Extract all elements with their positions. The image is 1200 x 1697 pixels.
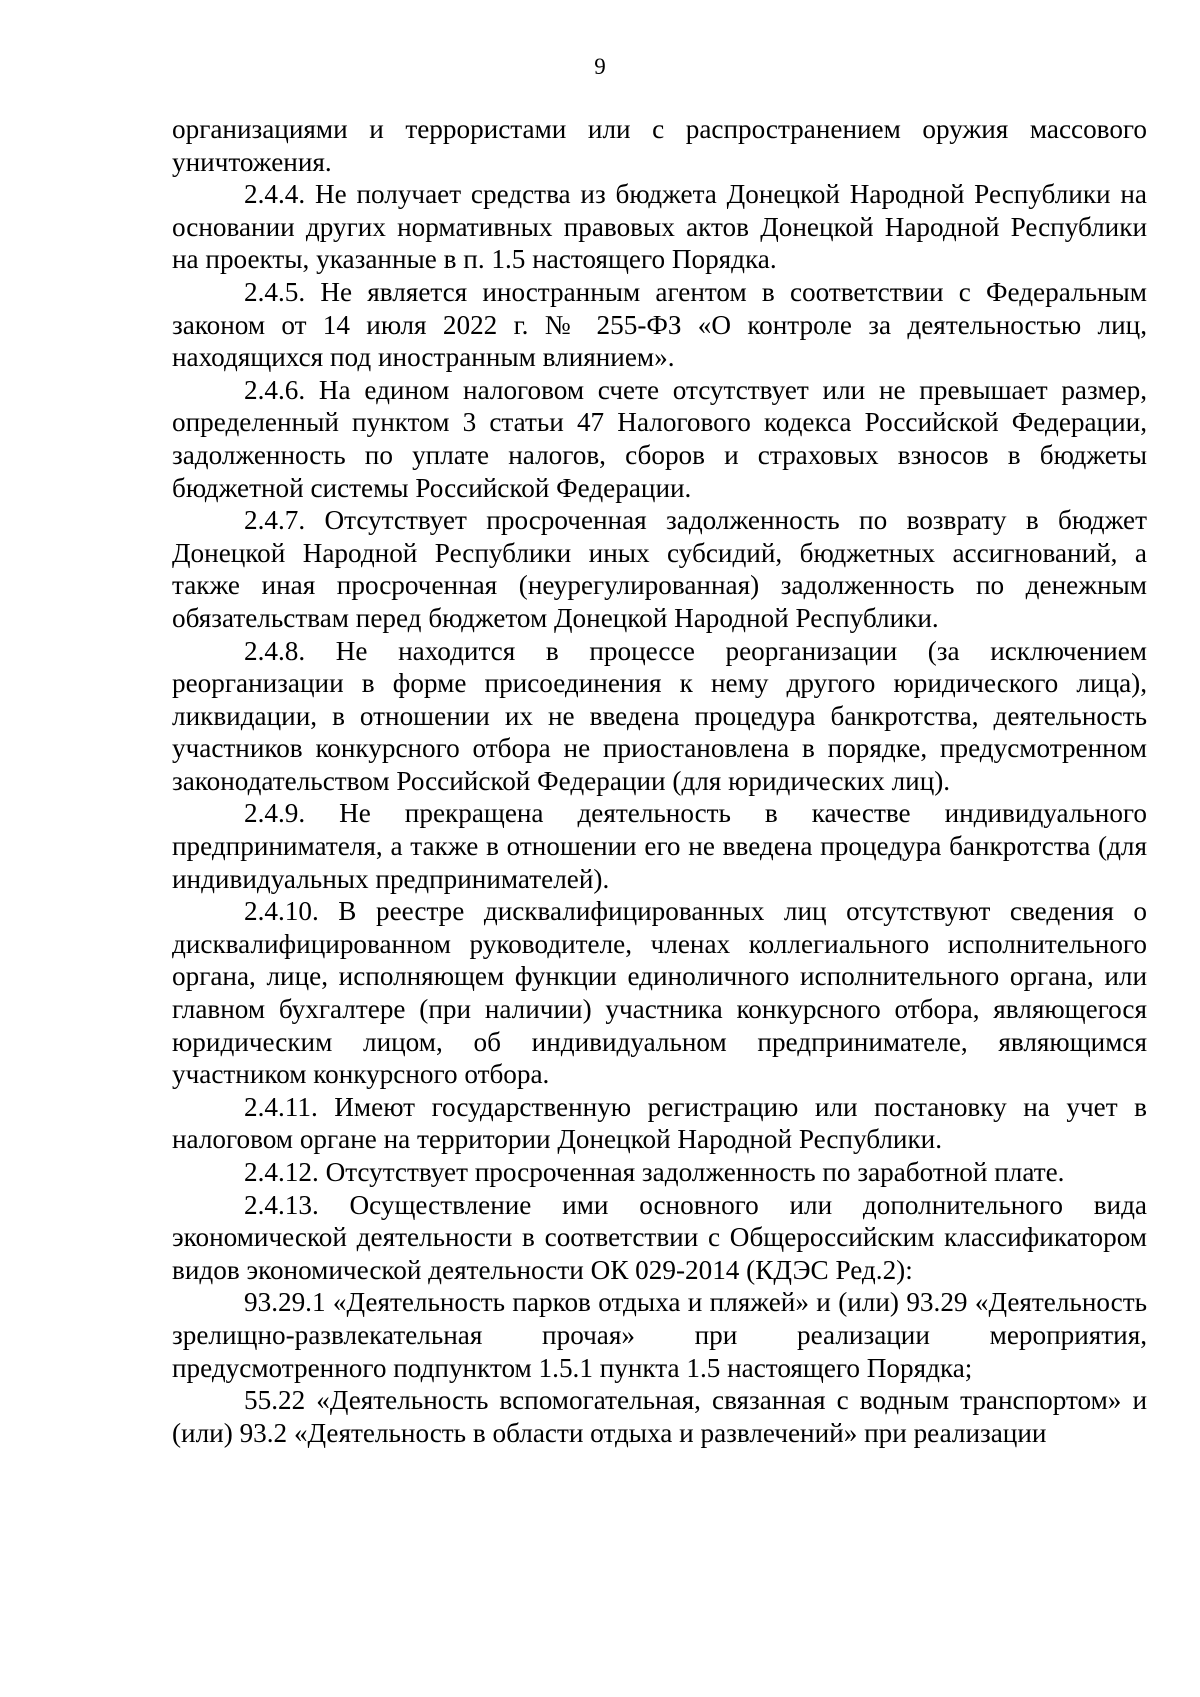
paragraph-2-4-6: 2.4.6. На едином налоговом счете отсутствует или не превышает размер, определенный пунктом 3 статьи 47 Налогового кодекса Российской Федерации, задолженность по уплате налогов, сборов и страховых взносов в бюджеты бюджетной системы Российской Федерации. (172, 374, 1147, 503)
paragraph-2-4-5: 2.4.5. Не является иностранным агентом в соответствии с Федеральным законом от 14 июля 2022 г. № 255-ФЗ «О контроле за деятельностью лиц, находящихся под иностранным влиянием». (172, 276, 1147, 373)
paragraph-2-4-4: 2.4.4. Не получает средства из бюджета Донецкой Народной Республики на основании других нормативных правовых актов Донецкой Народной Республики на проекты, указанные в п. 1.5 настоящего Порядка. (172, 179, 1147, 275)
document-body (172, 113, 1147, 1449)
page-number: 9 (594, 54, 606, 79)
paragraph-2-4-12: 2.4.12. Отсутствует просроченная задолженность по заработной плате. (244, 1157, 1065, 1187)
paragraph-2-4-7: 2.4.7. Отсутствует просроченная задолженность по возврату в бюджет Донецкой Народной Республики иных субсидий, бюджетных ассигнований, а также иная просроченная (неурегулированная) задолженность по денежным обязательствам перед бюджетом Донецкой Народной Республики. (172, 505, 1147, 633)
paragraph-2-4-9: 2.4.9. Не прекращена деятельность в качестве индивидуального предпринимателя, а также в отношении его не введена процедура банкротства (для индивидуальных предпринимателей). (172, 798, 1147, 894)
paragraph-2-4-10: 2.4.10. В реестре дисквалифицированных лиц отсутствуют сведения о дисквалифицированном руководителе, членах коллегиального исполнительного органа, лице, исполняющем функции единоличного исполнительного органа, или главном бухгалтере (при наличии) участника конкурсного отбора, являющегося юридическим лицом, об индивидуальном предпринимателе, являющимся участником конкурсного отбора. (172, 896, 1147, 1090)
paragraph-continuation: организациями и террористами или с распространением оружия массового уничтожения. (172, 114, 1147, 177)
paragraph-2-4-8: 2.4.8. Не находится в процессе реорганизации (за исключением реорганизации в форме присоединения к нему другого юридического лица), ликвидации, в отношении их не введена процедура банкротства, деятельность участников конкурсного отбора не приостановлена в порядке, предусмотренном законодательством Российской Федерации (для юридических лиц). (172, 635, 1147, 796)
paragraph-2-4-13: 2.4.13. Осуществление ими основного или дополнительного вида экономической деятельности в соответствии с Общероссийским классификатором видов экономической деятельности ОК 029-2014 (КДЭС Ред.2): (172, 1189, 1147, 1285)
paragraph-2-4-11: 2.4.11. Имеют государственную регистрацию или постановку на учет в налоговом органе на территории Донецкой Народной Республики. (172, 1091, 1147, 1155)
paragraph-okved-55: 55.22 «Деятельность вспомогательная, связанная с водным транспортом» и (или) 93.2 «Деятельность в области отдыха и развлечений» при реализации (172, 1385, 1147, 1448)
paragraph-okved-93: 93.29.1 «Деятельность парков отдыха и пляжей» и (или) 93.29 «Деятельность зрелищно-развлекательная прочая» при реализации мероприятия, предусмотренного подпунктом 1.5.1 пункта 1.5 настоящего Порядка; (172, 1287, 1147, 1383)
